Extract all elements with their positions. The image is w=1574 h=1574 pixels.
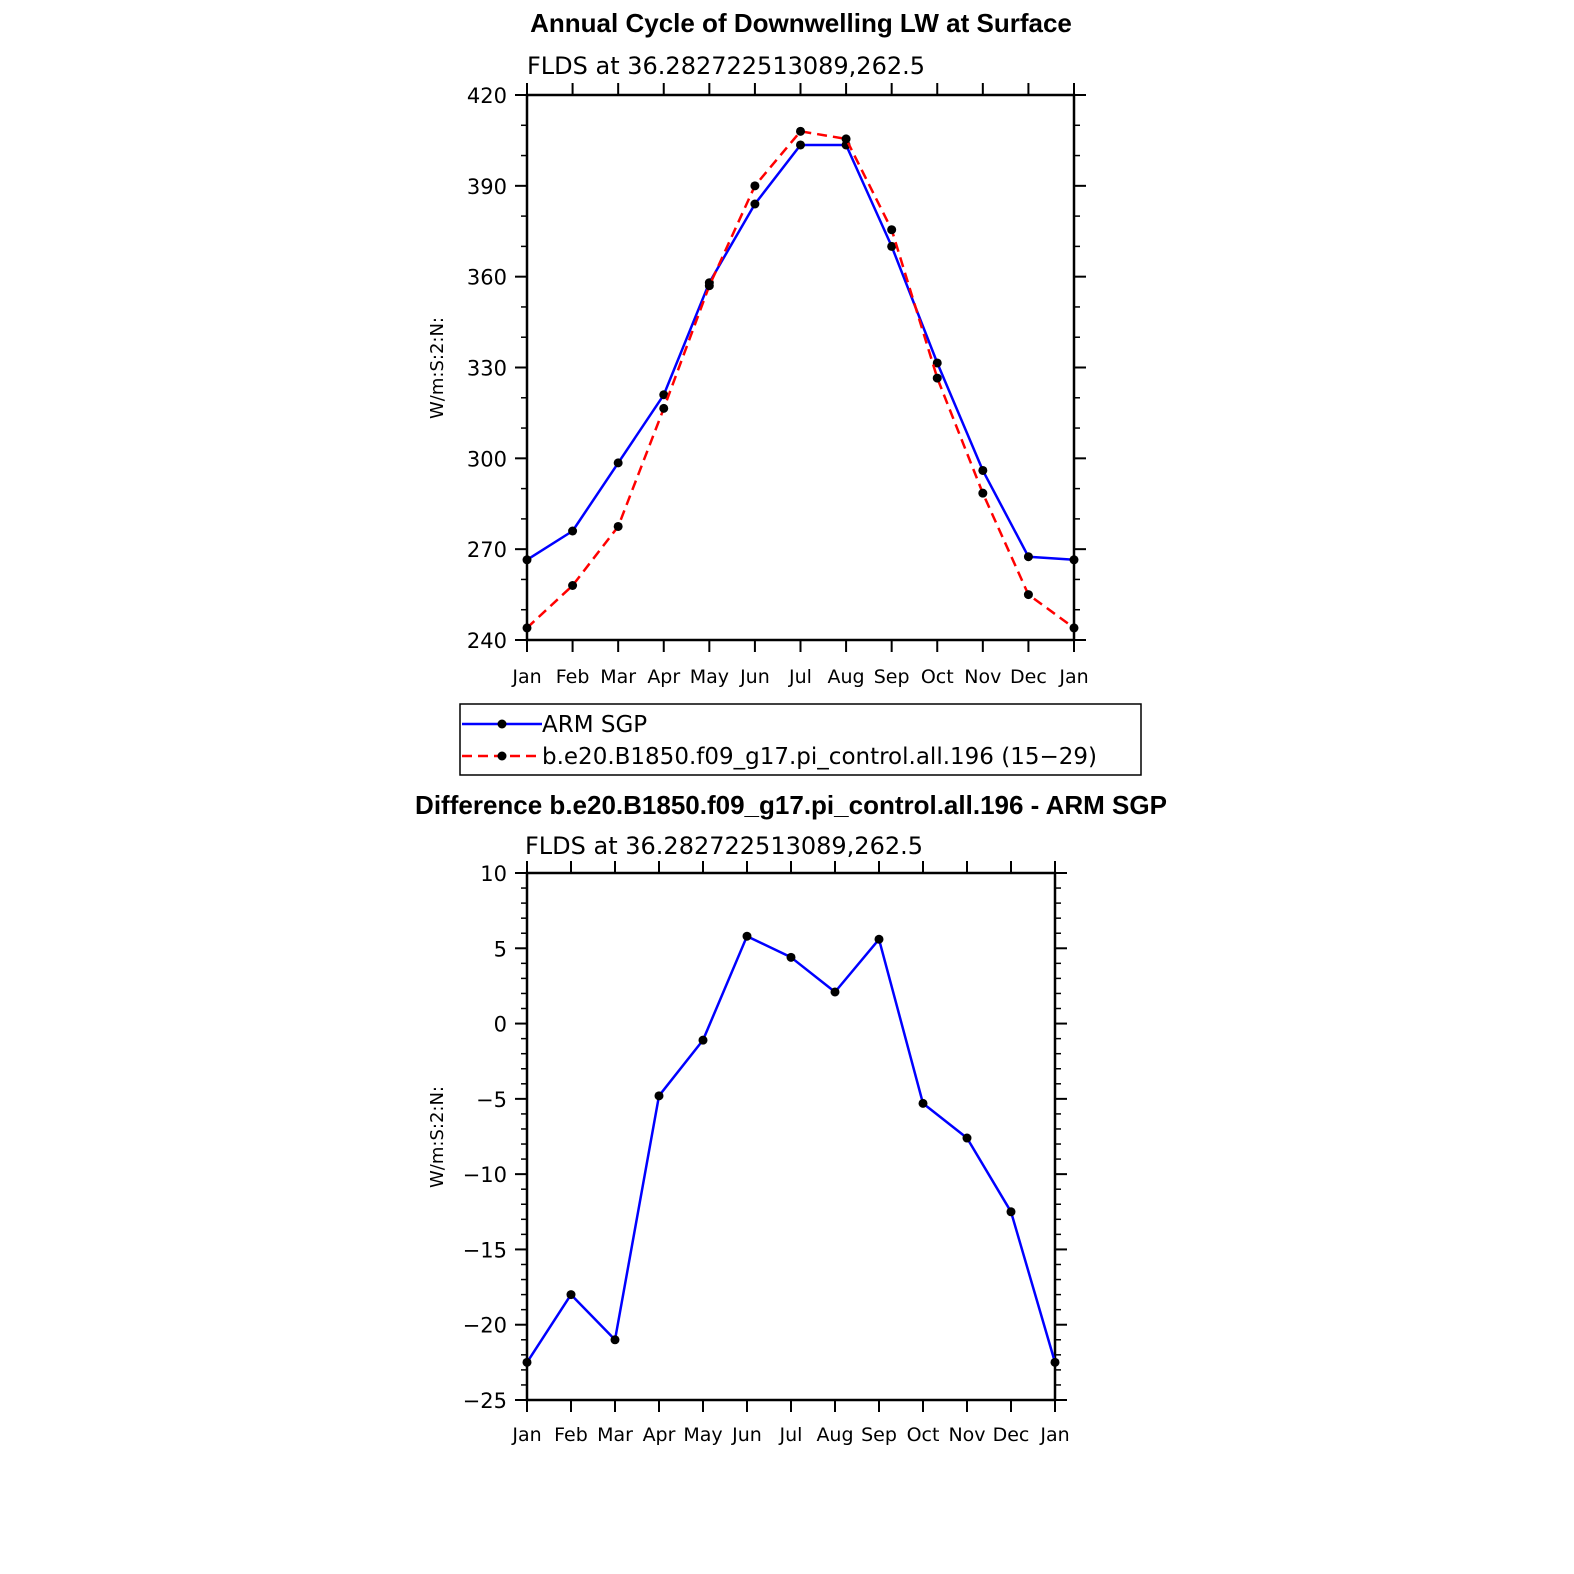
y-tick-label: −10 [462,1163,507,1188]
series-line-0 [527,145,1074,560]
y-axis-label: W/m:S:2:N: [427,1086,448,1188]
x-tick-label: Jan [512,666,542,688]
data-point [705,281,714,290]
plot-frame [527,95,1074,640]
data-point [523,555,532,564]
data-point [659,404,668,413]
data-point [978,489,987,498]
data-point [523,1358,532,1367]
y-axis-label: W/m:S:2:N: [427,317,448,419]
data-point [919,1099,928,1108]
y-tick-label: 360 [466,265,507,290]
y-tick-label: 270 [466,538,507,563]
y-tick-label: 420 [466,84,507,108]
annual-cycle-chart [427,8,1089,688]
plot-frame [527,873,1055,1400]
x-tick-label: Aug [816,1424,854,1446]
data-point [567,1290,576,1299]
series-line-0 [527,936,1055,1362]
data-point [978,466,987,475]
data-point [655,1091,664,1100]
data-point [568,527,577,536]
x-tick-label: May [689,666,729,688]
plot-area [467,83,1089,688]
chart-subtitle: FLDS at 36.282722513089,262.5 [527,52,926,80]
data-point [831,987,840,996]
x-tick-label: Apr [647,666,681,688]
data-point [1070,555,1079,564]
y-tick-label: 300 [466,447,507,472]
x-tick-label: Feb [555,666,590,688]
legend-label-model: b.e20.B1850.f09_g17.pi_control.all.196 (15−29) [542,744,1097,770]
chart-subtitle: FLDS at 36.282722513089,262.5 [525,832,924,860]
data-point [1007,1207,1016,1216]
data-point [699,1036,708,1045]
data-point [1070,623,1079,632]
legend [460,704,1141,775]
x-tick-label: Sep [861,1424,897,1446]
y-tick-label: 0 [493,1012,507,1037]
x-tick-label: Oct [906,1424,940,1446]
legend-marker-model [498,752,507,761]
x-tick-label: Feb [554,1424,588,1446]
y-tick-label: −15 [462,1238,507,1263]
data-point [523,623,532,632]
data-point [887,225,896,234]
x-tick-label: Nov [964,666,1002,688]
data-point [796,127,805,136]
data-point [963,1134,972,1143]
x-tick-label: Nov [948,1424,986,1446]
y-tick-label: −25 [462,1389,507,1413]
x-tick-label: Dec [992,1424,1030,1446]
x-tick-label: Jan [1059,666,1089,688]
x-tick-label: Mar [600,666,637,688]
chart-title: Annual Cycle of Downwelling LW at Surface [530,8,1072,38]
x-tick-label: Dec [1010,666,1047,688]
y-tick-label: 10 [480,862,507,886]
data-point [743,932,752,941]
data-point [787,953,796,962]
x-tick-label: Jan [1040,1424,1070,1446]
data-point [1024,552,1033,561]
data-point [568,581,577,590]
legend-marker-arm [498,720,507,729]
x-tick-label: Jun [732,1424,762,1446]
data-point [750,200,759,209]
x-tick-label: Oct [920,666,954,688]
data-point [614,522,623,531]
data-point [1024,590,1033,599]
x-tick-label: Apr [642,1424,676,1446]
difference-chart [415,790,1167,1446]
series-line-1 [527,131,1074,628]
data-point [750,181,759,190]
data-point [875,935,884,944]
data-point [1051,1358,1060,1367]
x-tick-label: Aug [827,666,865,688]
y-tick-label: 390 [466,174,507,199]
data-point [842,134,851,143]
x-tick-label: Jan [512,1424,542,1446]
x-tick-label: Mar [597,1424,633,1446]
data-point [796,140,805,149]
chart-title: Difference b.e20.B1850.f09_g17.pi_control.all.196 - ARM SGP [415,790,1167,820]
y-tick-label: −5 [476,1087,507,1112]
x-tick-label: Jun [740,666,770,688]
y-tick-label: 5 [493,937,507,962]
data-point [933,374,942,383]
x-tick-label: May [683,1424,723,1446]
x-tick-label: Jul [789,666,812,688]
y-tick-label: −20 [462,1313,507,1338]
x-tick-label: Sep [873,666,910,688]
data-point [611,1335,620,1344]
y-tick-label: 240 [466,629,507,653]
y-tick-label: 330 [466,356,507,381]
data-point [614,458,623,467]
legend-label-arm: ARM SGP [542,712,648,738]
plot-area [463,861,1070,1446]
x-tick-label: Jul [779,1424,803,1446]
